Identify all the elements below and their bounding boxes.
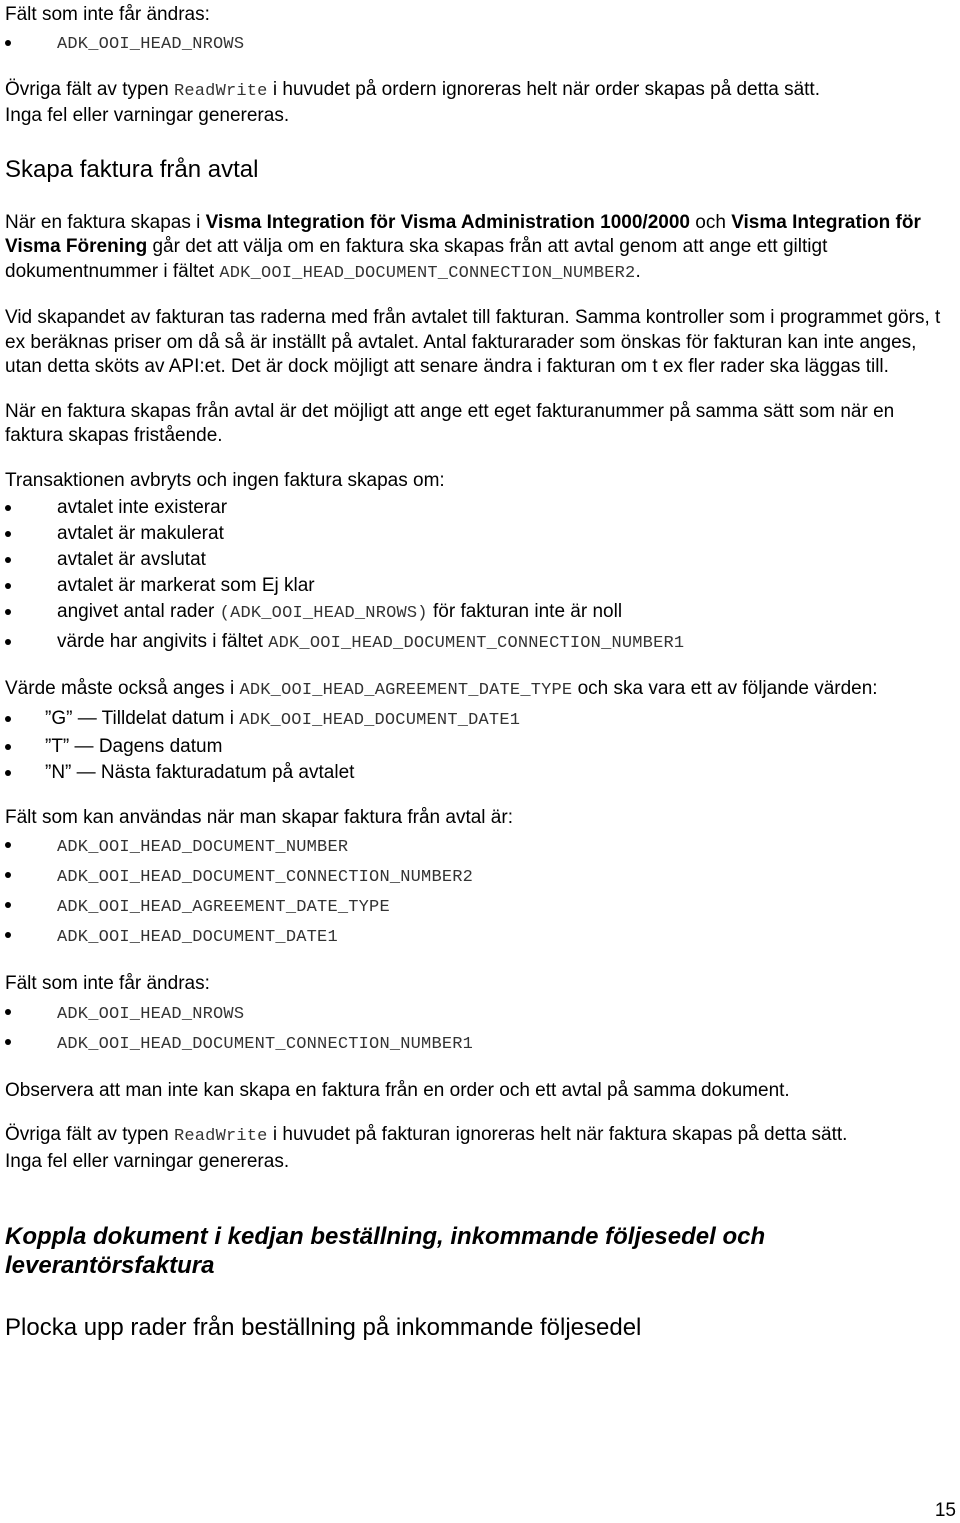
locked-fields-list bbox=[5, 999, 950, 1059]
locked-fields-list bbox=[5, 30, 950, 58]
list-item: avtalet är markerat som Ej klar bbox=[5, 573, 950, 599]
subsection-heading: Plocka upp rader från beställning på inkommande följesedel bbox=[5, 1314, 642, 1341]
list-item: ADK_OOI_HEAD_NROWS bbox=[5, 30, 950, 58]
ignored-fields-note: Övriga fält av typen ReadWrite i huvudet på fakturan ignoreras helt när faktura skapas på detta sätt. Inga fel eller varningar genereras. bbox=[5, 1124, 848, 1172]
date-type-values-list bbox=[5, 706, 950, 786]
observe-note: Observera att man inte kan skapa en faktura från en order och ett avtal på samma dokument. bbox=[5, 1079, 790, 1101]
list-item: angivet antal rader (ADK_OOI_HEAD_NROWS) för fakturan inte är noll bbox=[5, 599, 950, 627]
locked-fields-heading: Fält som inte får ändras: bbox=[5, 4, 210, 25]
section-heading: Skapa faktura från avtal bbox=[5, 155, 259, 183]
list-item: ”T” — Dagens datum bbox=[5, 734, 950, 760]
list-item: ADK_OOI_HEAD_DOCUMENT_DATE1 bbox=[5, 922, 950, 952]
list-item: ADK_OOI_HEAD_DOCUMENT_CONNECTION_NUMBER1 bbox=[5, 1029, 950, 1059]
list-item: ADK_OOI_HEAD_DOCUMENT_CONNECTION_NUMBER2 bbox=[5, 862, 950, 892]
chapter-heading: Koppla dokument i kedjan beställning, inkommande följesedel och leverantörsfaktura bbox=[5, 1223, 766, 1279]
list-item: ADK_OOI_HEAD_DOCUMENT_NUMBER bbox=[5, 832, 950, 862]
locked-fields-heading: Fält som inte får ändras: bbox=[5, 973, 210, 994]
rows-paragraph: Vid skapandet av fakturan tas raderna med från avtalet till fakturan. Samma kontroller som i programmet görs, t ex beräknas priser om då så är inställt på avtalet. Antal fakturarader som önskas för fakturan kan inte anges, utan detta sköts av API:et. Det är dock möjligt att senare ändra i fakturan om t ex fler rader ska läggas till. bbox=[5, 307, 941, 377]
list-item: ADK_OOI_HEAD_NROWS bbox=[5, 999, 950, 1029]
abort-conditions-list bbox=[5, 495, 950, 657]
list-item: avtalet är makulerat bbox=[5, 521, 950, 547]
abort-heading: Transaktionen avbryts och ingen faktura skapas om: bbox=[5, 469, 445, 491]
ignored-fields-note: Övriga fält av typen ReadWrite i huvudet på ordern ignoreras helt när order skapas på detta sätt. Inga fel eller varningar genereras. bbox=[5, 78, 820, 126]
intro-paragraph: När en faktura skapas i Visma Integration för Visma Administration 1000/2000 och Visma Integration för Visma Förening går det att välja om en faktura ska skapas från att avtal genom att ange ett giltigt dokumentnummer i fältet ADK_OOI_HEAD_DOCUMENT_CONNECTION_NUMBER2. bbox=[5, 211, 921, 283]
invoice-number-paragraph: När en faktura skapas från avtal är det möjligt att ange ett eget fakturanummer på samma sätt som när en faktura skapas fristående. bbox=[5, 400, 895, 446]
date-type-paragraph: Värde måste också anges i ADK_OOI_HEAD_AGREEMENT_DATE_TYPE och ska vara ett av följande värden: bbox=[5, 678, 878, 700]
list-item: avtalet är avslutat bbox=[5, 547, 950, 573]
page-number: 15 bbox=[934, 1500, 956, 1521]
list-item: avtalet inte existerar bbox=[5, 495, 950, 521]
list-item: ”N” — Nästa fakturadatum på avtalet bbox=[5, 760, 950, 786]
usable-fields-list bbox=[5, 832, 950, 952]
list-item: ADK_OOI_HEAD_AGREEMENT_DATE_TYPE bbox=[5, 892, 950, 922]
usable-fields-heading: Fält som kan användas när man skapar faktura från avtal är: bbox=[5, 806, 513, 828]
list-item: värde har angivits i fältet ADK_OOI_HEAD_DOCUMENT_CONNECTION_NUMBER1 bbox=[5, 629, 950, 657]
document-page bbox=[5, 0, 950, 1343]
list-item: ”G” — Tilldelat datum i ADK_OOI_HEAD_DOCUMENT_DATE1 bbox=[5, 706, 950, 734]
